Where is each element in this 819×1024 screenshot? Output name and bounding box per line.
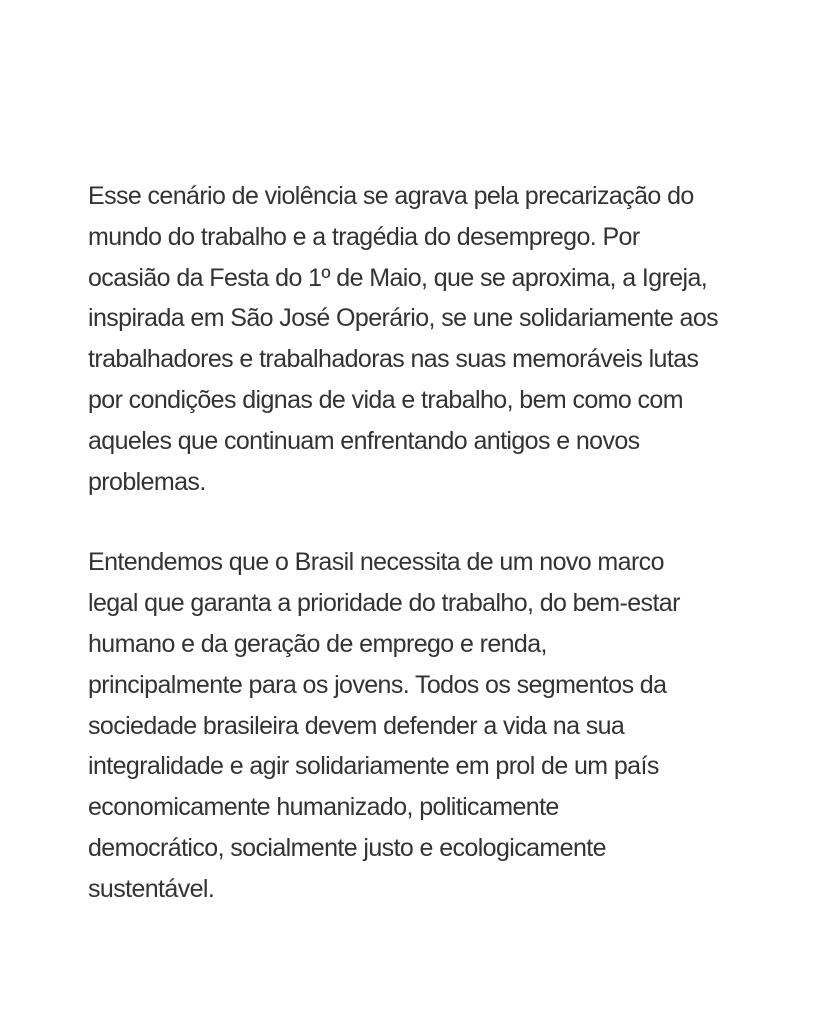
text-block — [88, 176, 748, 910]
paragraph-line: Entendemos que o Brasil necessita de um novo marco — [88, 548, 664, 577]
paragraph-line: problemas. — [88, 467, 206, 496]
paragraph-line: integralidade e agir solidariamente em prol de um país — [88, 752, 659, 781]
paragraph-line: principalmente para os jovens. Todos os segmentos da — [88, 670, 667, 699]
paragraph-1 — [88, 176, 748, 502]
paragraph-line: ocasião da Festa do 1º de Maio, que se aproxima, a Igreja, — [88, 263, 708, 292]
paragraph-2 — [88, 542, 748, 909]
paragraph-line: mundo do trabalho e a tragédia do desemprego. Por — [88, 222, 640, 251]
paragraph-line: sociedade brasileira devem defender a vida na sua — [88, 711, 625, 740]
paragraph-line: trabalhadores e trabalhadoras nas suas memoráveis lutas — [88, 345, 699, 374]
paragraph-line: sustentável. — [88, 874, 215, 903]
paragraph-line: humano e da geração de emprego e renda, — [88, 629, 547, 658]
paragraph-line: inspirada em São José Operário, se une solidariamente aos — [88, 304, 719, 333]
paragraph-line: democrático, socialmente justo e ecologicamente — [88, 833, 606, 862]
paragraph-line: por condições dignas de vida e trabalho, bem como com — [88, 385, 683, 414]
paragraph-line: aqueles que continuam enfrentando antigos e novos — [88, 426, 640, 455]
paragraph-line: Esse cenário de violência se agrava pela precarização do — [88, 182, 694, 210]
paragraph-line: economicamente humanizado, politicamente — [88, 793, 559, 822]
paragraph-line: legal que garanta a prioridade do trabalho, do bem-estar — [88, 589, 680, 618]
